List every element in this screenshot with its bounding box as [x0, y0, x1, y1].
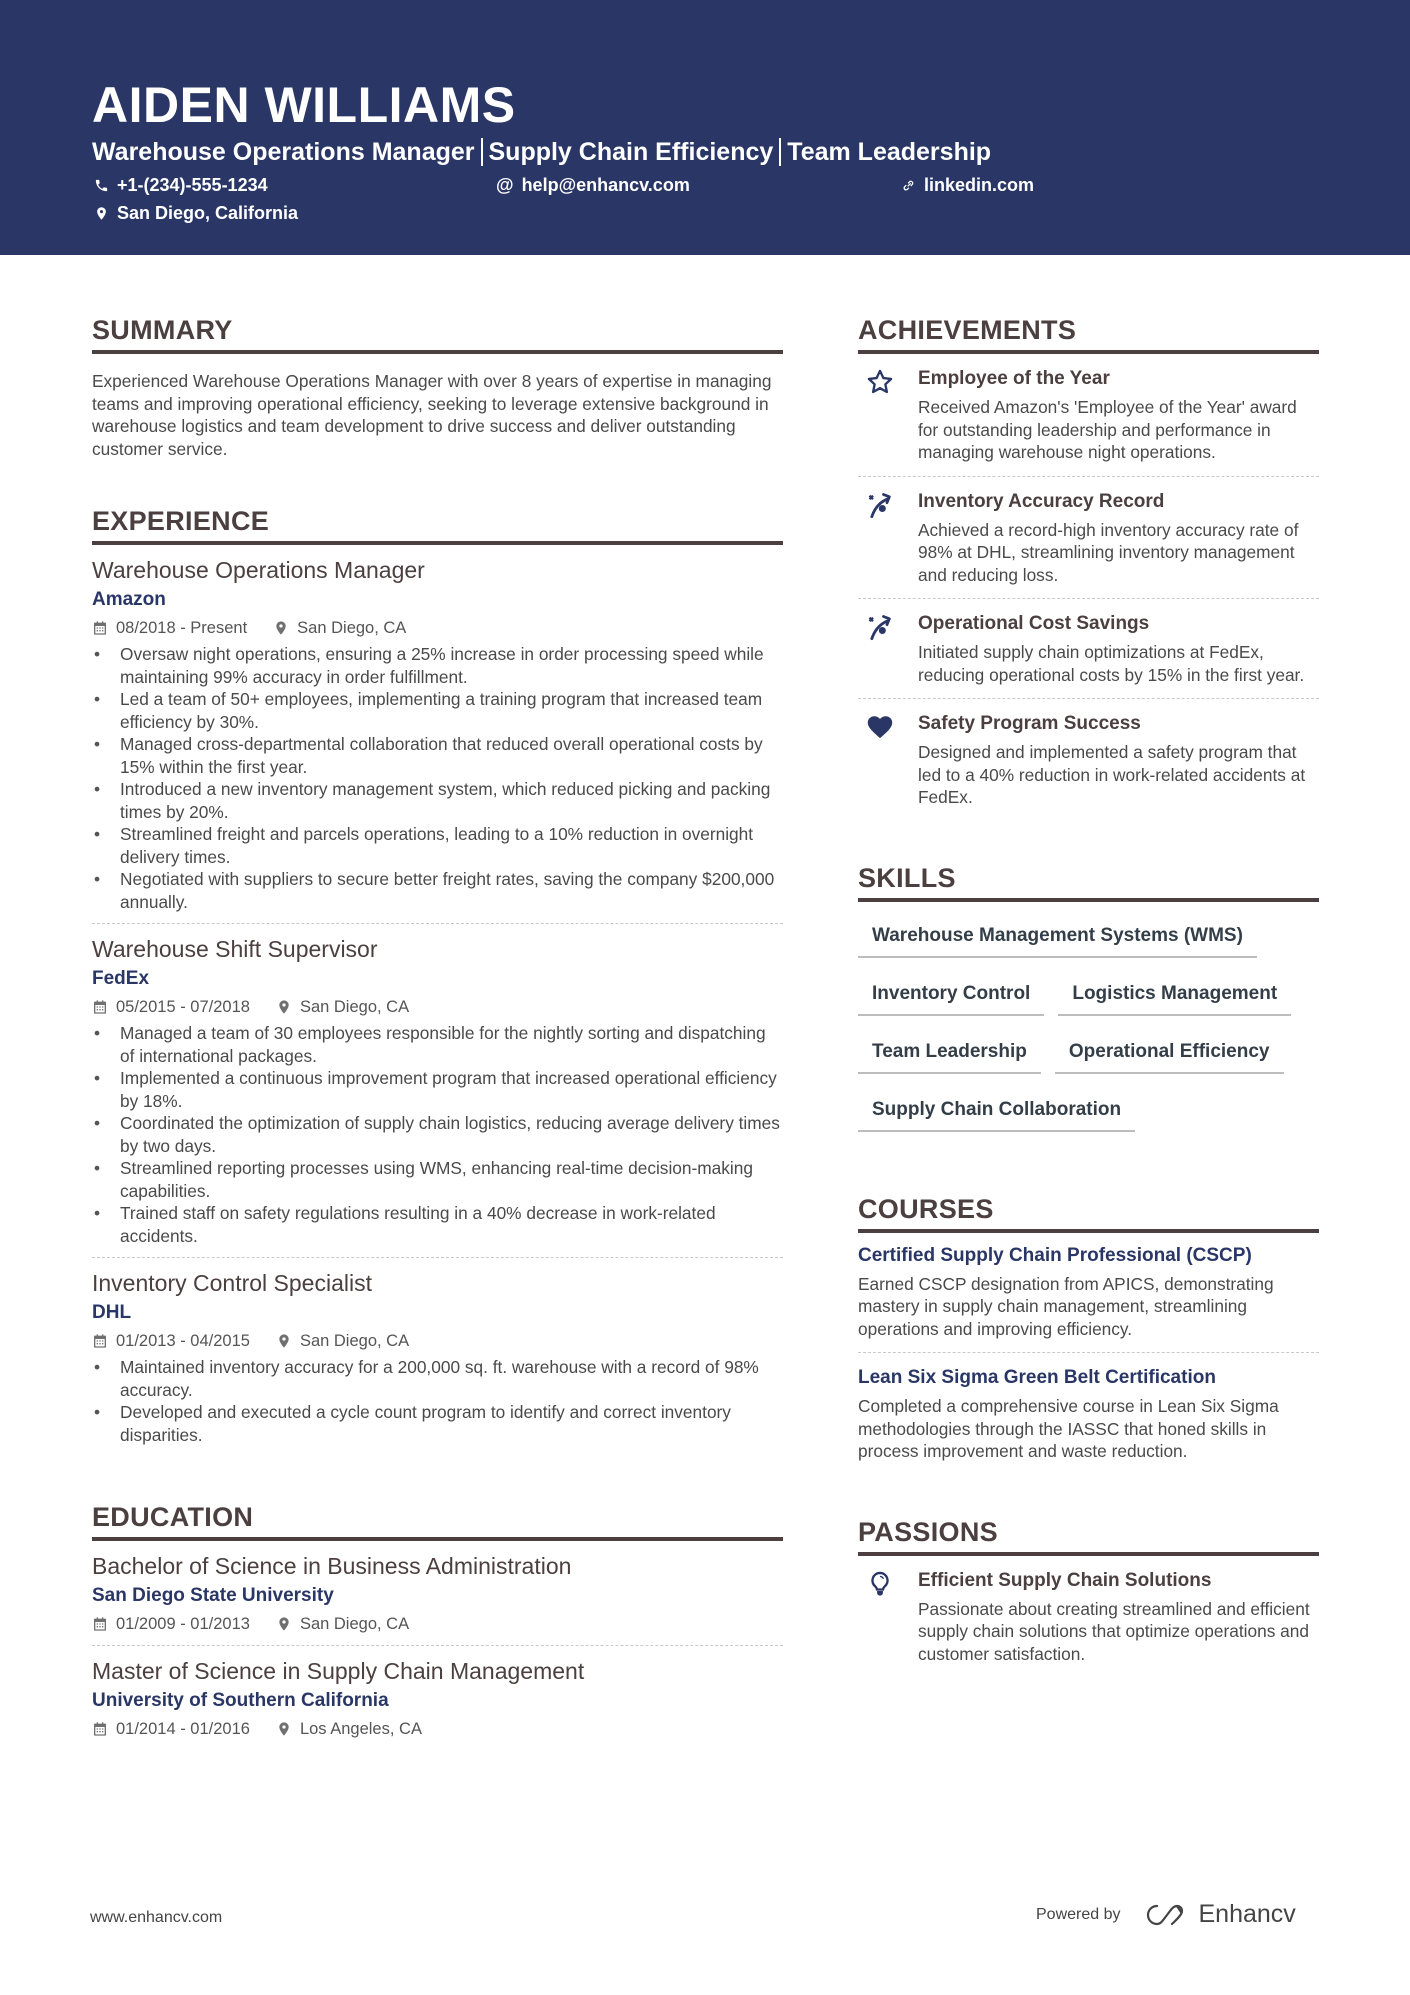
strategy-icon	[866, 613, 894, 641]
school-name: San Diego State University	[92, 1585, 334, 1606]
headline-part: Team Leadership	[787, 138, 992, 166]
date-range	[92, 1330, 250, 1352]
achievement-title: Operational Cost Savings	[918, 613, 1150, 634]
location	[276, 996, 409, 1018]
course-title: Lean Six Sigma Green Belt Certification	[858, 1367, 1216, 1388]
courses-section	[858, 1192, 1319, 1475]
location-text: San Diego, CA	[297, 619, 407, 637]
achievement-desc: Designed and implemented a safety program that led to a 40% reduction in work-related accidents at FedEx.	[918, 742, 1306, 807]
location-pin-icon	[276, 1721, 292, 1737]
entry-meta	[92, 996, 783, 1018]
experience-entry	[92, 934, 783, 1258]
experience-entry	[92, 555, 783, 924]
link-text[interactable]: linkedin.com	[924, 175, 1035, 195]
section-title: SKILLS	[858, 862, 956, 893]
section-title: SUMMARY	[92, 315, 233, 345]
calendar-icon	[92, 620, 108, 636]
date-text: 01/2014 - 01/2016	[116, 1720, 250, 1738]
achievement-title: Safety Program Success	[918, 713, 1141, 734]
job-title: Inventory Control Specialist	[92, 1270, 372, 1296]
company-name: FedEx	[92, 968, 150, 989]
passion-desc: Passionate about creating streamlined and efficient supply chain solutions that optimize operations and customer satisfaction.	[918, 1598, 1310, 1664]
headline-separator	[481, 138, 483, 166]
footer-branding	[1036, 1900, 1296, 1929]
bullet-item: • Led a team of 50+ employees, implementing a training program that increased team efficiency by 30%.	[92, 688, 783, 733]
achievement-item	[858, 711, 1319, 821]
skill-tag: Team Leadership	[858, 1036, 1041, 1074]
education-entry	[92, 1551, 783, 1646]
summary-section	[92, 313, 783, 460]
location-pin-icon	[276, 1616, 292, 1632]
contact-phone	[94, 174, 268, 196]
location-pin-icon	[276, 999, 292, 1015]
bullet-item: • Managed a team of 30 employees responsible for the nightly sorting and dispatching of international packages.	[92, 1022, 783, 1067]
location	[276, 1330, 409, 1352]
phone-icon	[94, 178, 109, 193]
location-pin-icon	[273, 620, 289, 636]
bullet-item: • Introduced a new inventory management system, which reduced picking and packing times by 20%.	[92, 778, 783, 823]
section-divider	[858, 1552, 1319, 1556]
entry-meta	[92, 1718, 783, 1740]
headline-part: Warehouse Operations Manager	[92, 138, 475, 166]
bullet-item: • Oversaw night operations, ensuring a 25% increase in order processing speed while maintaining 99% accuracy in order fulfillment.	[92, 643, 783, 688]
date-text: 01/2013 - 04/2015	[116, 1332, 250, 1350]
skills-section	[858, 861, 1319, 1152]
section-divider	[858, 898, 1319, 902]
skill-tag: Operational Efficiency	[1055, 1036, 1284, 1074]
education-section	[92, 1500, 783, 1750]
company-name: Amazon	[92, 589, 166, 610]
contact-email[interactable]	[496, 174, 690, 196]
skill-tag: Inventory Control	[858, 978, 1044, 1016]
date-range	[92, 1718, 250, 1740]
date-range	[92, 617, 247, 639]
experience-entry	[92, 1268, 783, 1456]
contact-link[interactable]	[901, 174, 1034, 196]
bullet-item: • Maintained inventory accuracy for a 200,000 sq. ft. warehouse with a record of 98% accuracy.	[92, 1356, 783, 1401]
skill-tag: Warehouse Management Systems (WMS)	[858, 920, 1257, 958]
summary-text: Experienced Warehouse Operations Manager with over 8 years of expertise in managing teams and improving operational efficiency, seeking to leverage extensive background in warehouse logistics and team development to drive success and deliver outstanding customer service.	[92, 371, 772, 459]
headline-part: Supply Chain Efficiency	[488, 138, 774, 166]
headline	[92, 136, 991, 168]
section-title: COURSES	[858, 1193, 994, 1224]
link-icon	[901, 178, 916, 193]
powered-by-label: Powered by	[1036, 1905, 1121, 1923]
bullet-list	[92, 1356, 783, 1446]
achievement-item	[858, 489, 1319, 600]
section-divider	[858, 350, 1319, 354]
entry-meta	[92, 617, 783, 639]
section-divider	[92, 541, 783, 545]
entry-meta	[92, 1330, 783, 1352]
location-text: San Diego, CA	[299, 1615, 410, 1633]
section-title: PASSIONS	[858, 1516, 998, 1547]
bullet-item: • Coordinated the optimization of supply chain logistics, reducing average delivery times by two days.	[92, 1112, 783, 1157]
section-title: EXPERIENCE	[92, 506, 270, 536]
course-item	[858, 1365, 1319, 1475]
phone-text: +1-(234)-555-1234	[117, 175, 268, 195]
enhancv-logo	[1143, 1900, 1296, 1929]
experience-section	[92, 504, 783, 1456]
footer-website[interactable]: www.enhancv.com	[90, 1909, 223, 1926]
right-column	[858, 313, 1319, 1717]
job-title: Warehouse Shift Supervisor	[92, 936, 378, 962]
passion-item	[858, 1568, 1319, 1678]
company-name: DHL	[92, 1302, 132, 1323]
at-icon: @	[496, 175, 514, 195]
section-title: EDUCATION	[92, 1502, 254, 1532]
heart-icon	[866, 713, 894, 741]
bullet-item: • Streamlined reporting processes using WMS, enhancing real-time decision-making capabilities.	[92, 1157, 783, 1202]
course-desc: Earned CSCP designation from APICS, demonstrating mastery in supply chain management, streamlining operations and improving efficiency.	[858, 1273, 1274, 1339]
bullet-item: • Implemented a continuous improvement program that increased operational efficiency by 18%.	[92, 1067, 783, 1112]
star-icon	[866, 368, 894, 396]
enhancv-logo-icon	[1143, 1901, 1191, 1929]
passion-title: Efficient Supply Chain Solutions	[918, 1569, 1212, 1591]
resume-header	[0, 0, 1410, 255]
course-desc: Completed a comprehensive course in Lean Six Sigma methodologies through the IASSC that honed skills in process improvement and waste reduction.	[858, 1396, 1279, 1461]
location-text: San Diego, CA	[299, 998, 410, 1016]
date-text: 01/2009 - 01/2013	[116, 1615, 250, 1633]
achievement-desc: Initiated supply chain optimizations at FedEx, reducing operational costs by 15% in the first year.	[918, 642, 1305, 685]
candidate-name: AIDEN WILLIAMS	[92, 77, 516, 133]
bullet-list	[92, 1022, 783, 1247]
skill-tag: Supply Chain Collaboration	[858, 1094, 1135, 1132]
bullet-list	[92, 643, 783, 913]
location	[276, 1613, 409, 1635]
calendar-icon	[92, 1616, 108, 1632]
entry-meta	[92, 1613, 783, 1635]
achievement-desc: Achieved a record-high inventory accuracy rate of 98% at DHL, streamlining inventory management and reducing loss.	[918, 519, 1299, 585]
course-item	[858, 1243, 1319, 1354]
bullet-item: • Trained staff on safety regulations resulting in a 40% decrease in work-related accidents.	[92, 1202, 783, 1247]
date-range	[92, 996, 250, 1018]
bullet-item: • Managed cross-departmental collaboration that reduced overall operational costs by 15% within the first year.	[92, 733, 783, 778]
date-range	[92, 1613, 250, 1635]
date-text: 05/2015 - 07/2018	[116, 998, 250, 1016]
location-pin-icon	[276, 1333, 292, 1349]
location-text: Los Angeles, CA	[299, 1720, 422, 1738]
achievement-item	[858, 366, 1319, 477]
skill-tag: Logistics Management	[1058, 978, 1291, 1016]
location-text: San Diego, California	[117, 203, 299, 223]
location	[276, 1718, 422, 1740]
bullet-item: • Developed and executed a cycle count program to identify and correct inventory disparities.	[92, 1401, 783, 1446]
school-name: University of Southern California	[92, 1690, 389, 1711]
achievement-title: Employee of the Year	[918, 368, 1110, 389]
brand-name: Enhancv	[1198, 1900, 1296, 1928]
calendar-icon	[92, 999, 108, 1015]
section-divider	[858, 1229, 1319, 1233]
email-text[interactable]: help@enhancv.com	[521, 175, 690, 195]
skills-list	[858, 920, 1319, 1152]
achievement-item	[858, 611, 1319, 699]
calendar-icon	[92, 1333, 108, 1349]
section-divider	[92, 350, 783, 354]
location	[273, 617, 406, 639]
job-title: Warehouse Operations Manager	[92, 557, 425, 583]
left-column	[92, 313, 783, 1790]
location-text: San Diego, CA	[299, 1332, 410, 1350]
strategy-icon	[866, 491, 894, 519]
bullet-item: • Negotiated with suppliers to secure better freight rates, saving the company $200,000 annually.	[92, 868, 783, 913]
course-title: Certified Supply Chain Professional (CSCP)	[858, 1244, 1252, 1266]
bullet-item: • Streamlined freight and parcels operations, leading to a 10% reduction in overnight delivery times.	[92, 823, 783, 868]
degree: Master of Science in Supply Chain Management	[92, 1658, 585, 1684]
education-entry	[92, 1656, 783, 1750]
lightbulb-icon	[866, 1570, 894, 1598]
achievements-section	[858, 313, 1319, 821]
contact-location	[94, 202, 298, 224]
achievement-desc: Received Amazon's 'Employee of the Year' award for outstanding leadership and performance in managing warehouse night operations.	[918, 397, 1297, 462]
section-divider	[92, 1537, 783, 1541]
date-text: 08/2018 - Present	[116, 619, 248, 637]
passions-section	[858, 1515, 1319, 1678]
headline-separator	[779, 138, 781, 166]
degree: Bachelor of Science in Business Administration	[92, 1553, 572, 1579]
calendar-icon	[92, 1721, 108, 1737]
section-title: ACHIEVEMENTS	[858, 315, 1077, 345]
achievement-title: Inventory Accuracy Record	[918, 490, 1165, 512]
location-pin-icon	[94, 206, 109, 221]
